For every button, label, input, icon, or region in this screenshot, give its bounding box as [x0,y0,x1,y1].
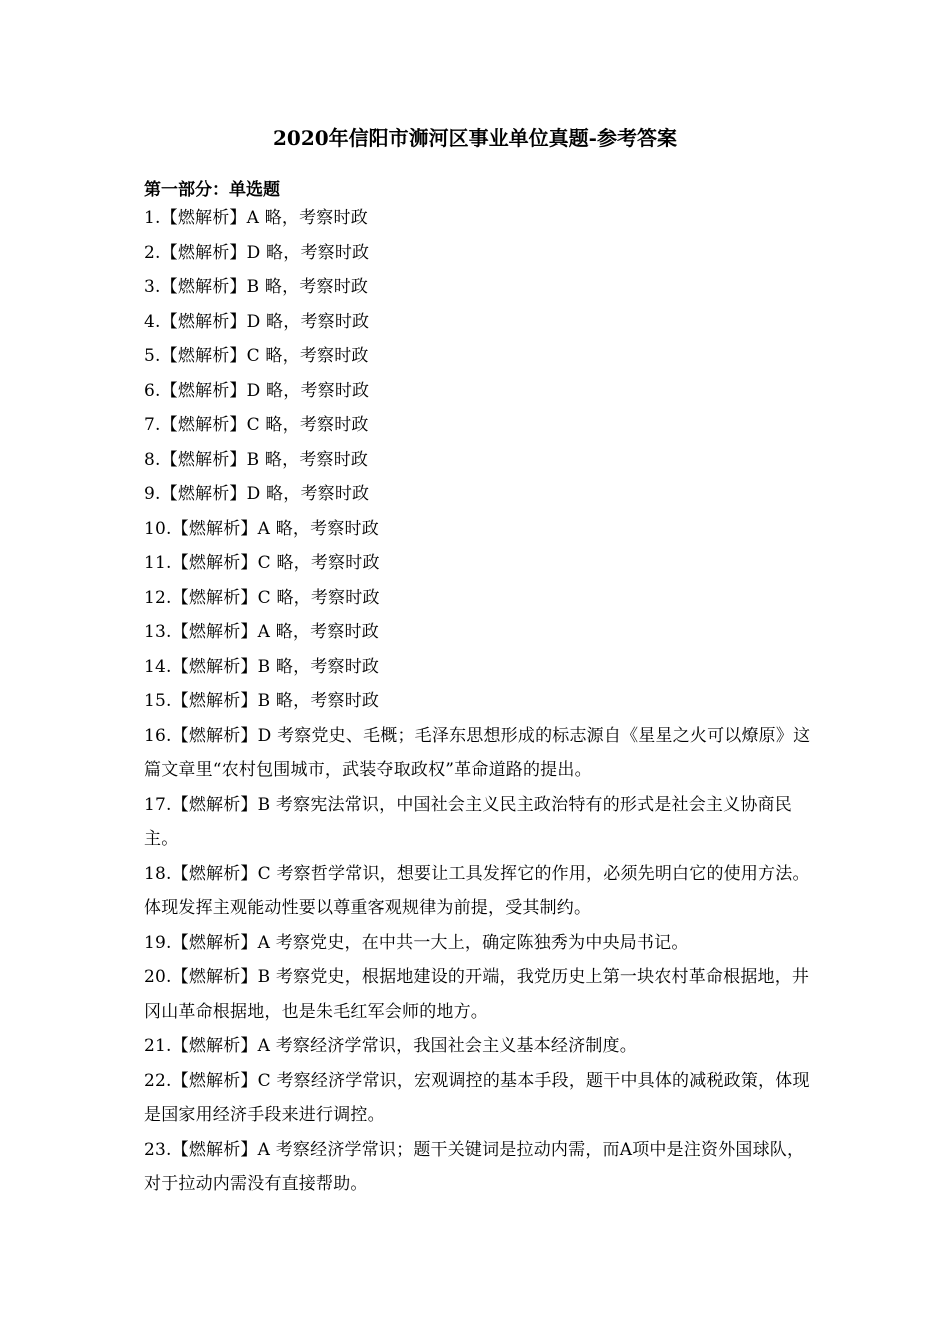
answer-item: 20.【燃解析】B 考察党史，根据地建设的开端，我党历史上第一块农村革命根据地，井冈山革命根据地，也是朱毛红军会师的地方。 [144,967,810,1022]
answer-item: 21.【燃解析】A 考察经济学常识，我国社会主义基本经济制度。 [144,1036,637,1056]
answer-item: 15.【燃解析】B 略，考察时政 [144,691,380,711]
answer-item: 8.【燃解析】B 略，考察时政 [144,449,369,470]
answer-item: 13.【燃解析】A 略，考察时政 [144,622,379,642]
answer-item: 7.【燃解析】C 略，考察时政 [144,415,369,435]
section-heading: 第一部分：单选题 [144,180,280,200]
answer-item: 12.【燃解析】C 略，考察时政 [144,587,380,608]
answer-item: 22.【燃解析】C 考察经济学常识，宏观调控的基本手段，题干中具体的减税政策，体现是国家用经济手段来进行调控。 [144,1070,810,1125]
answer-item: 10.【燃解析】A 略，考察时政 [144,518,379,539]
answer-list [144,201,812,1202]
answer-item: 4.【燃解析】D 略，考察时政 [144,311,370,332]
answer-item: 5.【燃解析】C 略，考察时政 [144,346,369,366]
answer-item: 19.【燃解析】A 考察党史，在中共一大上，确定陈独秀为中央局书记。 [144,932,689,953]
answer-item: 18.【燃解析】C 考察哲学常识，想要让工具发挥它的作用，必须先明白它的使用方法。体现发挥主观能动性要以尊重客观规律为前提，受其制约。 [144,863,810,918]
answer-item: 14.【燃解析】B 略，考察时政 [144,656,380,677]
answer-item: 2.【燃解析】D 略，考察时政 [144,242,370,263]
answer-item: 6.【燃解析】D 略，考察时政 [144,380,370,401]
answer-item: 3.【燃解析】B 略，考察时政 [144,277,369,297]
answer-item: 16.【燃解析】D 考察党史、毛概；毛泽东思想形成的标志源自《星星之火可以燎原》这篇文章里“农村包围城市，武装夺取政权”革命道路的提出。 [144,725,811,780]
answer-item: 11.【燃解析】C 略，考察时政 [144,553,380,573]
answer-item: 23.【燃解析】A 考察经济学常识；题干关键词是拉动内需，而A项中是注资外国球队，对于拉动内需没有直接帮助。 [144,1139,805,1194]
answer-item: 1.【燃解析】A 略，考察时政 [144,208,368,228]
page-title: 2020年信阳市浉河区事业单位真题-参考答案 [273,126,677,150]
answer-item: 9.【燃解析】D 略，考察时政 [144,484,370,504]
answer-item: 17.【燃解析】B 考察宪法常识，中国社会主义民主政治特有的形式是社会主义协商民主。 [144,794,792,849]
